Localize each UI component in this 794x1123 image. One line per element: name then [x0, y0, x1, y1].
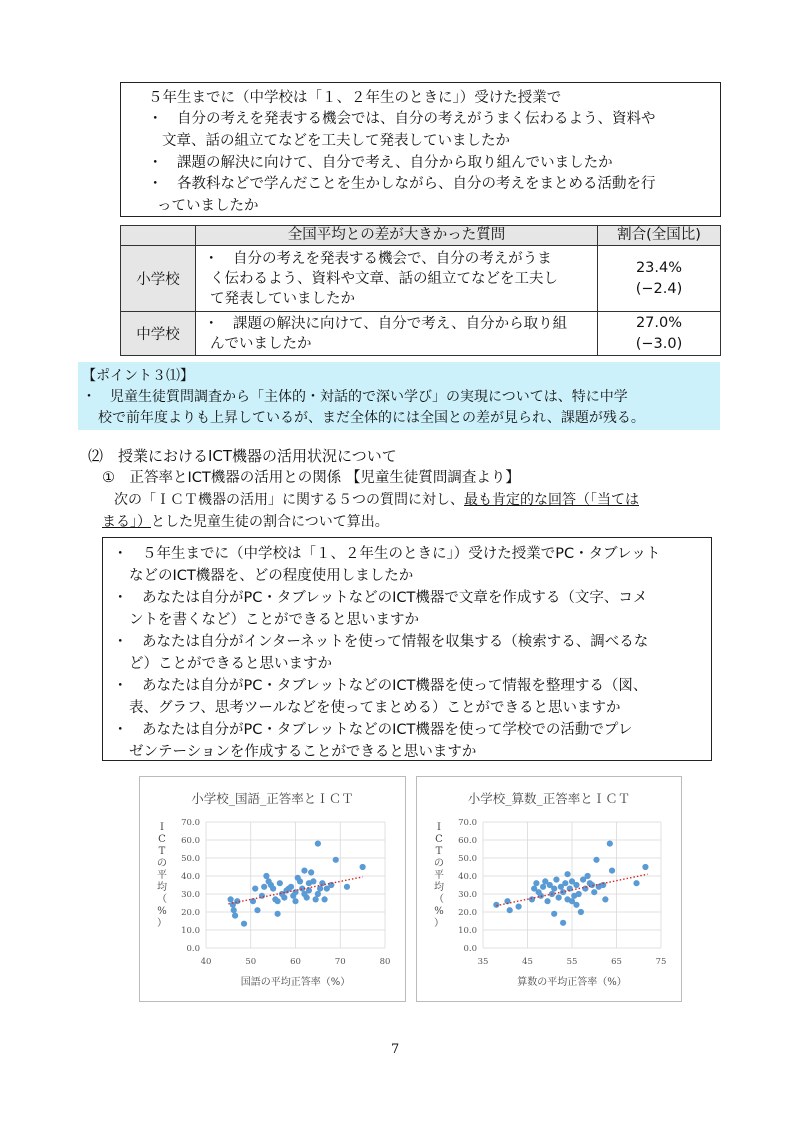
scatter-point	[553, 877, 559, 883]
box2-line-10: ゼンテーションを作成することができると思いますか	[129, 744, 477, 760]
scatter-point	[642, 864, 648, 870]
y-axis-label-char: C	[158, 834, 166, 845]
table-header-question: 全国平均との差が大きかった質問	[196, 226, 598, 246]
box2-line-4: ントを書くなど）ことができると思いますか	[129, 612, 419, 628]
box2-line-2: などのICT機器を、どの程度使用しましたか	[129, 568, 414, 584]
scatter-point	[584, 873, 590, 879]
scatter-point	[275, 898, 281, 904]
y-axis-label-char: %	[157, 906, 167, 917]
y-tick-label: 40.0	[181, 872, 200, 882]
question-box-2	[102, 537, 712, 761]
scatter-point	[254, 907, 260, 913]
table-header-ratio: 割合(全国比)	[598, 226, 721, 246]
point-callout	[78, 362, 720, 430]
y-tick-label: 20.0	[458, 908, 477, 918]
scatter-point	[252, 886, 258, 892]
y-tick-label: 70.0	[181, 818, 200, 828]
scatter-point	[602, 896, 608, 902]
table-row	[121, 312, 721, 356]
ratio-cell	[598, 312, 721, 356]
x-tick-label: 50	[245, 957, 257, 967]
scatter-point	[321, 896, 327, 902]
scatter-point	[288, 884, 294, 890]
scatter-point	[607, 841, 613, 847]
y-tick-label: 20.0	[181, 908, 200, 918]
question-comparison-table	[120, 225, 721, 356]
chart-title: 小学校_算数_正答率とＩＣＴ	[467, 791, 631, 806]
x-tick-label: 55	[566, 957, 578, 967]
question-line: ・ 自分の考えを発表する機会で、自分の考えがうま	[204, 250, 552, 267]
desc-text: 次の「ＩＣＴ機器の活用」に関する５つの質問に対し、	[114, 492, 464, 508]
scatter-point	[609, 868, 615, 874]
scatter-point	[589, 882, 595, 888]
y-axis-label-char: ）	[157, 918, 167, 929]
scatter-point	[313, 896, 319, 902]
y-axis-label-char: I	[160, 822, 164, 833]
scatter-point	[493, 902, 499, 908]
chart-title: 小学校_国語_正答率とＩＣＴ	[191, 791, 354, 806]
box2-line-6: ど）ことができると思いますか	[129, 656, 332, 672]
question-line: て発表していましたか	[210, 290, 355, 307]
y-axis-label-char: T	[158, 846, 166, 857]
question-line: ・ 課題の解決に向けて、自分で考え、自分から取り組	[204, 315, 568, 332]
scatter-point	[593, 857, 599, 863]
section-heading: ⑵ 授業におけるICT機器の活用状況について	[88, 447, 397, 465]
scatter-point	[544, 898, 550, 904]
x-tick-label: 45	[522, 957, 533, 967]
x-axis-label: 国語の平均正答率（%）	[240, 977, 351, 988]
table-row	[121, 246, 721, 312]
box1-line-2: ・ 自分の考えを発表する機会では、自分の考えがうまく伝わるよう、資料や	[148, 111, 656, 127]
page-number: 7	[391, 1042, 400, 1057]
scatter-point	[281, 895, 287, 901]
scatter-point	[551, 886, 557, 892]
scatter-point	[301, 868, 307, 874]
scatter-point	[360, 864, 366, 870]
scatter-point	[306, 880, 312, 886]
section-description-line-2	[102, 512, 389, 532]
y-axis-label-char: T	[435, 846, 443, 857]
x-tick-label: 75	[655, 957, 667, 967]
ratio-diff: (−3.0)	[635, 335, 683, 352]
y-axis-label-char: ）	[434, 918, 444, 929]
chart-japanese-svg	[140, 777, 405, 1001]
y-axis-label-char: 平	[434, 870, 444, 881]
y-tick-label: 0.0	[463, 944, 477, 954]
box1-line-5: ・ 各教科などで学んだことを生かしながら、自分の考えをまとめる活動を行	[148, 176, 656, 192]
x-tick-label: 60	[290, 957, 301, 967]
scatter-point	[576, 891, 582, 897]
y-tick-label: 30.0	[458, 890, 477, 900]
box2-line-1: ・ ５年生までに（中学校は「１、２年生のときに」）受けた授業でPC・タブレット	[113, 546, 661, 562]
y-tick-label: 40.0	[458, 872, 477, 882]
y-axis-label-char: I	[437, 822, 441, 833]
chart-math-svg	[417, 777, 681, 1001]
scatter-point	[297, 878, 303, 884]
y-tick-label: 70.0	[458, 818, 477, 828]
desc-underlined: 最も肯定的な回答（「当ては	[464, 492, 639, 508]
y-axis-label-char: 平	[157, 870, 167, 881]
scatter-point	[277, 880, 283, 886]
y-tick-label: 0.0	[186, 944, 200, 954]
question-line: んでいましたか	[210, 335, 312, 352]
y-axis-label-char: の	[434, 858, 444, 869]
point-line-1: ・ 児童生徒質問調査から「主体的・対話的で深い学び」の実現については、特に中学	[82, 389, 628, 405]
section-subheading: ① 正答率とICT機器の活用との関係 【児童生徒質問調査より】	[102, 470, 520, 486]
y-axis-label-char: %	[434, 906, 444, 917]
y-tick-label: 50.0	[458, 854, 477, 864]
question-cell	[196, 246, 598, 312]
box1-line-3: 文章、話の組立てなどを工夫して発表していましたか	[162, 133, 510, 149]
y-axis-label	[157, 822, 167, 929]
scatter-point	[507, 907, 513, 913]
x-tick-label: 70	[334, 957, 346, 967]
scatter-point	[591, 889, 597, 895]
table-header-blank	[121, 226, 196, 246]
scatter-point	[261, 884, 267, 890]
scatter-point	[573, 902, 579, 908]
question-cell	[196, 312, 598, 356]
scatter-point	[308, 869, 314, 875]
desc-underlined: まる」）	[102, 514, 151, 530]
box2-line-7: ・ あなたは自分がPC・タブレットなどのICT機器を使って情報を整理する（図、	[113, 678, 648, 694]
scatter-point	[540, 884, 546, 890]
ratio-value: 23.4%	[635, 259, 683, 276]
scatter-point	[633, 880, 639, 886]
ratio-value: 27.0%	[635, 314, 683, 331]
box1-line-1: ５年生までに（中学校は「１、２年生のときに」）受けた授業で	[148, 90, 562, 106]
scatter-point	[306, 887, 312, 893]
y-tick-label: 50.0	[181, 854, 200, 864]
y-axis-label	[434, 822, 444, 929]
y-tick-label: 10.0	[458, 926, 477, 936]
scatter-point	[516, 904, 522, 910]
box2-line-5: ・ あなたは自分がインターネットを使って情報を収集する（検索する、調べるな	[113, 634, 649, 650]
question-line: く伝わるよう、資料や文章、話の組立てなどを工夫し	[210, 270, 558, 287]
y-axis-label-char: （	[434, 894, 444, 905]
scatter-point	[333, 857, 339, 863]
ratio-cell	[598, 246, 721, 312]
y-axis-label-char: の	[157, 858, 167, 869]
scatter-point	[562, 880, 568, 886]
x-tick-label: 65	[611, 957, 622, 967]
school-label: 中学校	[121, 312, 196, 356]
y-axis-label-char: 均	[157, 882, 167, 893]
scatter-point	[228, 896, 234, 902]
scatter-point	[533, 880, 539, 886]
ratio-diff: (−2.4)	[635, 280, 683, 297]
table-header-row	[121, 226, 721, 246]
y-tick-label: 60.0	[181, 836, 200, 846]
box2-line-8: 表、グラフ、思考ツールなどを使ってまとめる）ことができると思いますか	[129, 700, 621, 716]
box1-line-4: ・ 課題の解決に向けて、自分で考え、自分から取り組んでいましたか	[148, 155, 613, 171]
box2-line-9: ・ あなたは自分がPC・タブレットなどのICT機器を使って学校での活動でプレ	[113, 722, 633, 738]
box2-line-3: ・ あなたは自分がPC・タブレットなどのICT機器で文章を作成する（文字、コメ	[113, 590, 648, 606]
desc-text: とした児童生徒の割合について算出。	[151, 514, 389, 530]
scatter-point	[573, 882, 579, 888]
scatter-point	[551, 911, 557, 917]
scatter-point	[564, 896, 570, 902]
x-tick-label: 40	[200, 957, 212, 967]
chart-math-scatter	[416, 776, 682, 1002]
y-axis-label-char: （	[157, 894, 167, 905]
scatter-point	[231, 907, 237, 913]
scatter-point	[582, 886, 588, 892]
scatter-point	[344, 884, 350, 890]
y-tick-label: 30.0	[181, 890, 200, 900]
scatter-point	[315, 841, 321, 847]
point-line-2: 校で前年度よりも上昇しているが、まだ全体的には全国との差が見られ、課題が残る。	[98, 410, 645, 426]
y-axis-label-char: C	[435, 834, 443, 845]
scatter-point	[564, 871, 570, 877]
scatter-point	[292, 898, 298, 904]
scatter-point	[578, 909, 584, 915]
scatter-point	[263, 873, 269, 879]
box1-line-6: っていましたか	[157, 198, 259, 214]
x-tick-label: 80	[379, 957, 391, 967]
y-tick-label: 10.0	[181, 926, 200, 936]
y-tick-label: 60.0	[458, 836, 477, 846]
scatter-point	[270, 886, 276, 892]
scatter-point	[275, 911, 281, 917]
scatter-point	[560, 889, 566, 895]
point-title: 【ポイント３⑴】	[82, 368, 194, 384]
scatter-point	[560, 920, 566, 926]
scatter-point	[241, 921, 247, 927]
y-axis-label-char: 均	[434, 882, 444, 893]
scatter-point	[304, 895, 310, 901]
chart-japanese-scatter	[139, 776, 406, 1002]
x-axis-label: 算数の平均正答率（%）	[517, 977, 627, 988]
question-box-1	[120, 82, 721, 217]
school-label: 小学校	[121, 246, 196, 312]
scatter-point	[232, 913, 238, 919]
scatter-point	[315, 891, 321, 897]
section-description-line-1	[114, 490, 639, 510]
scatter-point	[556, 895, 562, 901]
x-tick-label: 35	[477, 957, 489, 967]
